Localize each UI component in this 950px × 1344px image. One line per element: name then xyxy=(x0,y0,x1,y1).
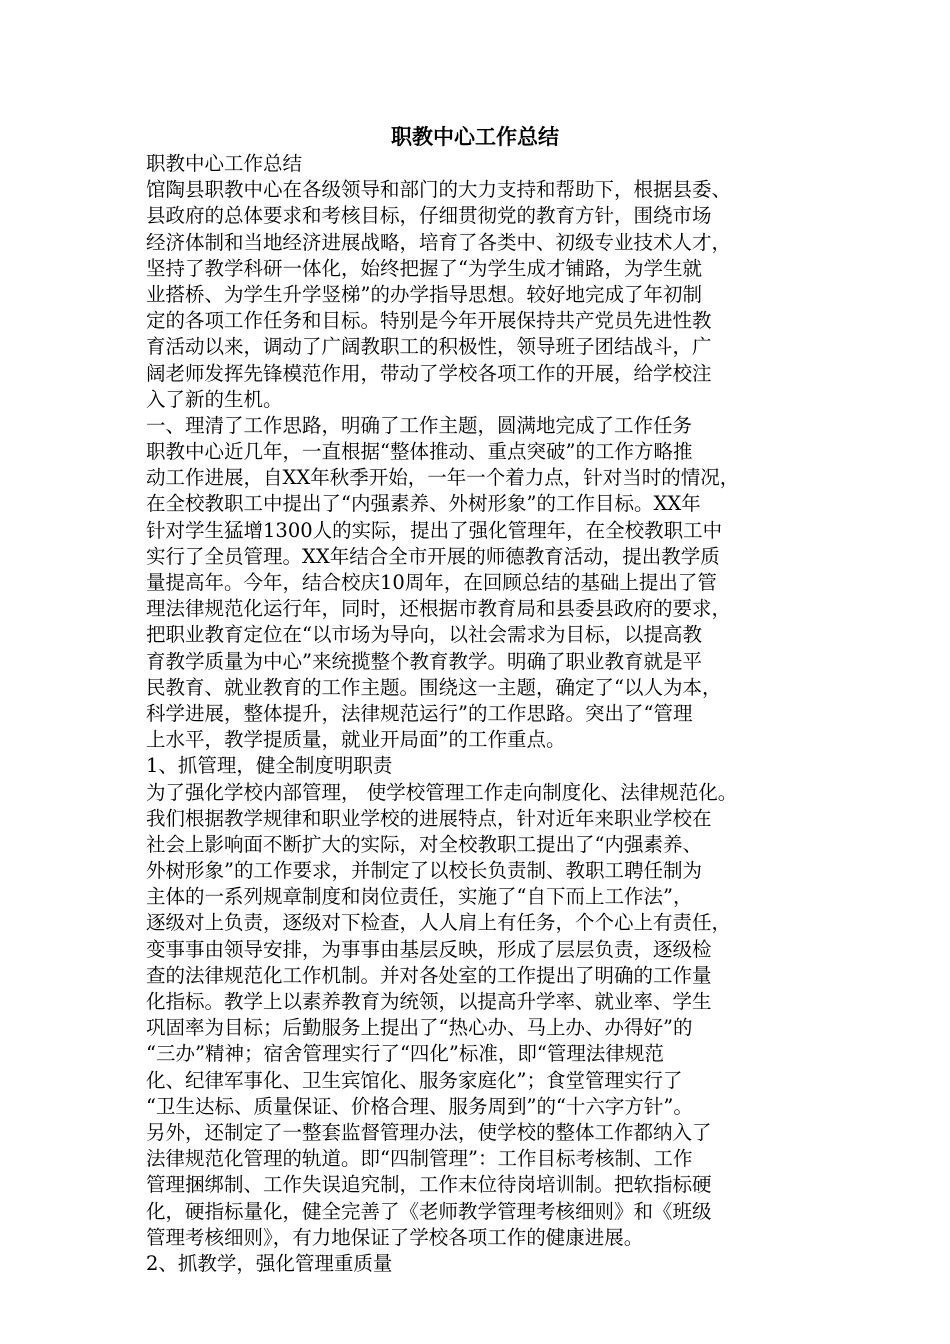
paragraph-line: 法律规范化管理的轨道。即“四制管理”：工作目标考核制、工作 xyxy=(146,1147,693,1171)
paragraph-line: 化，硬指标量化，健全完善了《老师教学管理考核细则》和《班级 xyxy=(146,1199,712,1223)
paragraph-line: 为了强化学校内部管理， 使学校管理工作走向制度化、法律规范化。 xyxy=(146,780,738,804)
paragraph-line: 巩固率为目标；后勤服务上提出了“热心办、马上办、办得好”的 xyxy=(146,1016,693,1040)
paragraph-line: 在全校教职工中提出了“内强素养、外树形象”的工作目标。XX年 xyxy=(146,492,701,516)
paragraph-line: 我们根据教学规律和职业学校的进展特点，针对近年来职业学校在 xyxy=(146,806,712,830)
paragraph-line: 育教学质量为中心”来统揽整个教育教学。明确了职业教育就是平 xyxy=(146,649,702,673)
paragraph-line: “三办”精神；宿舍管理实行了“四化”标准，即“管理法律规范 xyxy=(146,1042,664,1066)
paragraph-line: 2、抓教学，强化管理重质量 xyxy=(146,1251,393,1275)
document-subtitle-line: 职教中心工作总结 xyxy=(146,152,303,175)
paragraph-line: 社会上影响面不断扩大的实际，对全校教职工提出了“内强素养、 xyxy=(146,832,702,856)
paragraph-line: 县政府的总体要求和考核目标，仔细贯彻党的教育方针，围绕市场 xyxy=(146,204,712,228)
paragraph-line: 上水平，教学提质量，就业开局面”的工作重点。 xyxy=(146,728,566,752)
paragraph-line: 业搭桥、为学生升学竖梯”的办学指导思想。较好地完成了年初制 xyxy=(146,282,702,306)
paragraph-line: 动工作进展，自XX年秋季开始，一年一个着力点，针对当时的情况， xyxy=(146,466,740,490)
paragraph-line: 针对学生猛增1300人的实际，提出了强化管理年，在全校教职工中 xyxy=(146,518,723,542)
document-title: 职教中心工作总结 xyxy=(391,125,559,149)
paragraph-line: 外树形象”的工作要求，并制定了以校长负责制、教职工聘任制为 xyxy=(146,859,702,883)
paragraph-line: 经济体制和当地经济进展战略，培育了各类中、初级专业技术人才， xyxy=(146,230,732,254)
paragraph-line: 定的各项工作任务和目标。特别是今年开展保持共产党员先进性教 xyxy=(146,309,712,333)
paragraph-line: 科学进展，整体提升，法律规范运行”的工作思路。突出了“管理 xyxy=(146,701,693,725)
paragraph-line: 量提高年。今年，结合校庆10周年，在回顾总结的基础上提出了管 xyxy=(146,571,717,594)
paragraph-line: 化指标。教学上以素养教育为统领，以提高升学率、就业率、学生 xyxy=(146,990,712,1013)
paragraph-line: 一、理清了工作思路，明确了工作主题，圆满地完成了工作任务 xyxy=(146,413,693,437)
paragraph-line: 坚持了教学科研一体化，始终把握了“为学生成才铺路，为学生就 xyxy=(146,256,702,280)
paragraph-line: “卫生达标、质量保证、价格合理、服务周到”的“十六字方针”。 xyxy=(146,1094,693,1118)
paragraph-line: 1、抓管理，健全制度明职责 xyxy=(146,754,393,778)
paragraph-line: 理法律规范化运行年，同时，还根据市教育局和县委县政府的要求， xyxy=(146,597,732,621)
paragraph-line: 把职业教育定位在“以市场为导向，以社会需求为目标，以提高教 xyxy=(146,623,702,647)
paragraph-line: 管理捆绑制、工作失误追究制，工作末位待岗培训制。把软指标硬 xyxy=(146,1173,712,1197)
paragraph-line: 育活动以来，调动了广阔教职工的积极性，领导班子团结战斗，广 xyxy=(146,335,712,359)
paragraph-line: 主体的一系列规章制度和岗位责任，实施了“自下而上工作法”， xyxy=(146,885,693,909)
paragraph-line: 化、纪律军事化、卫生宾馆化、服务家庭化”；食堂管理实行了 xyxy=(146,1068,683,1092)
paragraph-line: 查的法律规范化工作机制。并对各处室的工作提出了明确的工作量 xyxy=(146,963,712,987)
paragraph-line: 实行了全员管理。XX年结合全市开展的师德教育活动，提出教学质 xyxy=(146,544,720,568)
paragraph-line: 变事事由领导安排，为事事由基层反映，形成了层层负责，逐级检 xyxy=(146,937,712,961)
paragraph-line: 入了新的生机。 xyxy=(146,387,283,411)
paragraph-line: 阔老师发挥先锋模范作用，带动了学校各项工作的开展，给学校注 xyxy=(146,361,712,385)
paragraph-line: 逐级对上负责，逐级对下检查，人人肩上有任务，个个心上有责任， xyxy=(146,911,732,935)
paragraph-line: 管理考核细则》，有力地保证了学校各项工作的健康进展。 xyxy=(146,1225,644,1249)
paragraph-line: 职教中心近几年，一直根据“整体推动、重点突破”的工作方略推 xyxy=(146,440,693,464)
paragraph-line: 馆陶县职教中心在各级领导和部门的大力支持和帮助下，根据县委、 xyxy=(146,178,732,202)
paragraph-line: 民教育、就业教育的工作主题。围绕这一主题，确定了“以人为本， xyxy=(146,675,722,699)
paragraph-line: 另外，还制定了一整套监督管理办法，使学校的整体工作都纳入了 xyxy=(146,1120,712,1144)
document-body xyxy=(146,151,846,1277)
